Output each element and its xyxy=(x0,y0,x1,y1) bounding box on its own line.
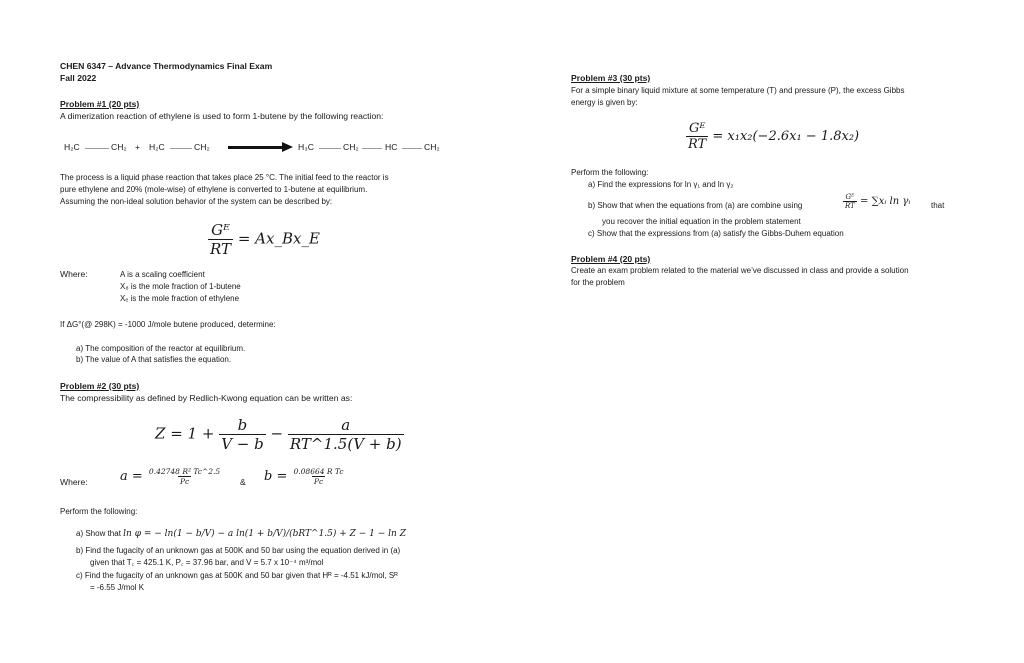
bond-line xyxy=(85,148,109,149)
rk-lhs: Z = 1 + xyxy=(155,424,215,443)
qb-rhs: = ∑xᵢ ln γᵢ xyxy=(860,196,911,207)
reaction-arrow-head xyxy=(282,142,293,152)
excess-gibbs-equation-3 xyxy=(686,121,859,152)
b-parameter-equation xyxy=(264,467,346,486)
eq1-rhs: = Ax_Bx_E xyxy=(237,229,320,248)
problem-3-title: Problem #3 (30 pts) xyxy=(571,73,651,83)
product-ch2-end: CH₂ xyxy=(424,142,440,152)
bond-line xyxy=(319,148,341,149)
where-label-1: Where: xyxy=(60,269,88,279)
problem-4-line-1: Create an exam problem related to the material we’ve discussed in class and provide a solution xyxy=(571,266,909,275)
problem-2-perform: Perform the following: xyxy=(60,507,138,516)
problem-3-question-b-tail: that xyxy=(931,201,945,210)
problem-2-question-b-1: b) Find the fugacity of an unknown gas at 500K and 50 bar using the equation derived in (a) xyxy=(76,546,401,555)
problem-2-question-a xyxy=(76,529,406,539)
problem-1-condition: If ΔG°(@ 298K) = -1000 J/mole butene produced, determine: xyxy=(60,320,276,329)
bond-line xyxy=(170,148,192,149)
problem-3-question-b-1: b) Show that when the equations from (a) are combine using xyxy=(588,201,803,210)
excess-gibbs-equation-1 xyxy=(208,221,320,258)
where-xe: Xₑ is the mole fraction of ethylene xyxy=(120,294,240,303)
qb-frac-den: RT xyxy=(845,202,855,210)
bond-line xyxy=(362,148,382,149)
eq3-numerator: Gᴱ xyxy=(688,121,706,136)
a-lhs: a = xyxy=(120,469,143,484)
product-ch2: CH₂ xyxy=(343,142,359,152)
reactant-h2c-1: H₂C xyxy=(64,142,80,152)
exam-title: CHEN 6347 – Advance Thermodynamics Final Exam xyxy=(60,61,273,71)
product-hc: HC xyxy=(385,142,398,152)
b-lhs: b = xyxy=(264,469,288,484)
bond-line xyxy=(402,148,422,149)
b-denominator: Pc xyxy=(313,477,324,486)
ampersand: & xyxy=(240,477,246,487)
summation-equation xyxy=(843,193,910,210)
eq1-denominator: RT xyxy=(210,240,232,258)
reactant-ch2-1: CH₂ xyxy=(111,142,127,152)
rk-frac1-num: b xyxy=(237,416,248,434)
problem-3-perform: Perform the following: xyxy=(571,168,649,177)
a-parameter-equation xyxy=(120,467,222,486)
problem-1-text-3: Assuming the non-ideal solution behavior of the system can be described by: xyxy=(60,197,333,206)
redlich-kwong-equation xyxy=(155,416,404,453)
eq3-rhs: = x₁x₂(−2.6x₁ − 1.8x₂) xyxy=(712,129,860,144)
where-a: A is a scaling coefficient xyxy=(120,270,205,279)
eq3-denominator: RT xyxy=(688,137,707,152)
problem-4-title: Problem #4 (20 pts) xyxy=(571,254,651,264)
problem-2-question-b-2: given that T꜀ = 425.1 K, P꜀ = 37.96 bar, and V = 5.7 x 10⁻⁴ m³/mol xyxy=(90,558,324,567)
problem-2-question-c-1: c) Find the fugacity of an unknown gas at 500K and 50 bar given that Hᴿ = -4.51 kJ/mol, Sᴿ xyxy=(76,571,398,580)
problem-2-question-c-2: = -6.55 J/mol K xyxy=(90,583,145,592)
eq1-numerator: Gᴱ xyxy=(211,221,230,239)
problem-1-title: Problem #1 (20 pts) xyxy=(60,99,140,109)
a-numerator: 0.42748 R² Tc^2.5 xyxy=(148,467,221,476)
b-numerator: 0.08664 R Tc xyxy=(293,467,344,476)
problem-1-question-a: a) The composition of the reactor at equilibrium. xyxy=(76,344,246,353)
problem-3-intro-1: For a simple binary liquid mixture at some temperature (T) and pressure (P), the excess Gibbs xyxy=(571,86,905,95)
reactant-h2c-2: H₂C xyxy=(149,142,165,152)
a-denominator: Pc xyxy=(179,477,190,486)
exam-term: Fall 2022 xyxy=(60,73,97,83)
rk-frac1-den: V − b xyxy=(221,435,264,453)
problem-3-question-a: a) Find the expressions for ln γ₁ and ln γ₂ xyxy=(588,180,734,189)
product-h3c: H₃C xyxy=(298,142,314,152)
problem-1-intro: A dimerization reaction of ethylene is used to form 1-butene by the following reaction: xyxy=(60,111,384,121)
reactant-ch2-2: CH₂ xyxy=(194,142,210,152)
problem-3-intro-2: energy is given by: xyxy=(571,98,638,107)
reaction-arrow xyxy=(228,146,282,149)
qb-frac-num: Gᴱ xyxy=(845,193,855,201)
where-xb: X₈ is the mole fraction of 1-butene xyxy=(120,282,241,291)
fugacity-equation: ln φ = − ln(1 − b/V) − a ln(1 + b/V)/(bRT^1.5) + Z − 1 − ln Z xyxy=(123,529,406,539)
rk-frac2-num: a xyxy=(341,416,351,434)
problem-3-question-b-2: you recover the initial equation in the problem statement xyxy=(602,217,801,226)
problem-1-text-2: pure ethylene and 20% (mole-wise) of ethylene is converted to 1-butene at equilibrium. xyxy=(60,185,368,194)
problem-2-title: Problem #2 (30 pts) xyxy=(60,381,140,391)
where-label-2: Where: xyxy=(60,477,88,487)
problem-1-question-b: b) The value of A that satisfies the equation. xyxy=(76,355,232,364)
plus-sign: + xyxy=(135,142,141,152)
rk-minus: − xyxy=(270,424,284,443)
problem-3-question-c: c) Show that the expressions from (a) satisfy the Gibbs-Duhem equation xyxy=(588,229,844,238)
qa-prefix: a) Show that xyxy=(76,529,121,538)
problem-4-line-2: for the problem xyxy=(571,278,625,287)
rk-frac2-den: RT^1.5(V + b) xyxy=(289,435,402,453)
problem-1-text-1: The process is a liquid phase reaction that takes place 25 °C. The initial feed to the reactor is xyxy=(60,173,389,182)
problem-2-intro: The compressibility as defined by Redlich-Kwong equation can be written as: xyxy=(60,393,353,403)
